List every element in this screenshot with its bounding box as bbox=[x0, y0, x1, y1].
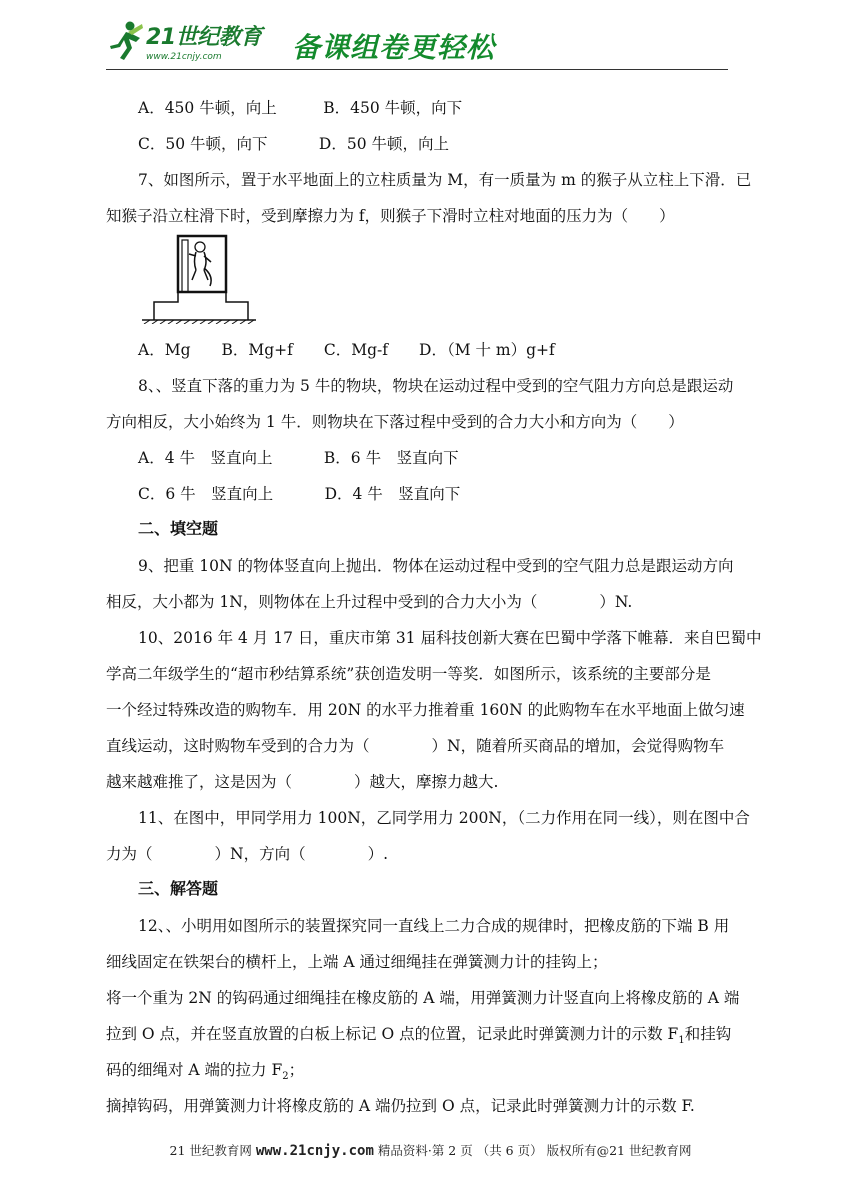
footer-suffix: 精品资料·第 2 页 （共 6 页） 版权所有@21 世纪教育网 bbox=[373, 1143, 692, 1158]
q12-line5-part2: ； bbox=[288, 1061, 305, 1079]
q12-text-line1: 12、、小明用如图所示的装置探究同一直线上二力合成的规律时，把橡皮筋的下端 B 用 bbox=[138, 917, 730, 935]
q12-text-line4 bbox=[106, 1022, 731, 1046]
logo-url: www.21cnjy.com bbox=[146, 52, 222, 62]
logo-text: 21世纪教育 bbox=[146, 25, 262, 50]
logo bbox=[106, 18, 286, 70]
monkey-pole-figure bbox=[138, 232, 258, 324]
q8-text-line1: 8、、竖直下落的重力为 5 牛的物块，物块在运动过程中受到的空气阻力方向总是跟运动 bbox=[138, 377, 734, 395]
q7-options: A．Mg B．Mg+f C．Mg-f D．（M 十 m）g+f bbox=[138, 341, 555, 359]
q11-text-line1: 11、在图中，甲同学用力 100N，乙同学用力 200N，（二力作用在同一线），则在图中合 bbox=[138, 809, 750, 827]
q6-options-line2: C．50 牛顿，向下 D．50 牛顿，向上 bbox=[138, 135, 450, 153]
footer-prefix: 21 世纪教育网 bbox=[169, 1143, 256, 1158]
page-footer bbox=[0, 1141, 861, 1159]
subscript-1: 1 bbox=[678, 1035, 685, 1047]
q8-options-line1: A．4 牛 竖直向上 B．6 牛 竖直向下 bbox=[138, 449, 459, 467]
section-heading-fill-blank: 二、填空题 bbox=[138, 519, 219, 538]
q9-text-line2: 相反，大小都为 1N，则物体在上升过程中受到的合力大小为（ ）N. bbox=[106, 593, 633, 611]
header-slogan: 备课组卷更轻松 bbox=[292, 31, 496, 64]
q9-text-line1: 9、把重 10N 的物体竖直向上抛出．物体在运动过程中受到的空气阻力总是跟运动方向 bbox=[138, 557, 734, 575]
q12-line4-part2: 和挂钩 bbox=[684, 1025, 732, 1043]
q7-text-line2: 知猴子沿立柱滑下时，受到摩擦力为 f，则猴子下滑时立柱对地面的压力为（ ） bbox=[106, 207, 675, 225]
q12-line5-part1: 码的细绳对 A 端的拉力 F bbox=[106, 1061, 283, 1079]
q12-line4-part1: 拉到 O 点，并在竖直放置的白板上标记 O 点的位置，记录此时弹簧测力计的示数 F bbox=[106, 1025, 679, 1043]
q10-text-line4: 直线运动，这时购物车受到的合力为（ ）N，随着所买商品的增加，会觉得购物车 bbox=[106, 737, 725, 755]
section-heading-answer: 三、解答题 bbox=[138, 879, 219, 898]
q8-options-line2: C．6 牛 竖直向上 D．4 牛 竖直向下 bbox=[138, 485, 461, 503]
q10-text-line1: 10、2016 年 4 月 17 日，重庆市第 31 届科技创新大赛在巴蜀中学落下帷幕．来自巴蜀中 bbox=[138, 629, 762, 647]
q10-text-line3: 一个经过特殊改造的购物车．用 20N 的水平力推着重 160N 的此购物车在水平地面上做匀速 bbox=[106, 701, 745, 719]
q12-text-line6: 摘掉钩码，用弹簧测力计将橡皮筋的 A 端仍拉到 O 点，记录此时弹簧测力计的示数 F. bbox=[106, 1097, 695, 1115]
q12-text-line5 bbox=[106, 1058, 304, 1082]
q6-options-line1: A．450 牛顿，向上 B．450 牛顿，向下 bbox=[138, 99, 463, 117]
header-divider bbox=[106, 69, 728, 70]
footer-site-link[interactable]: www.21cnjy.com bbox=[255, 1143, 374, 1159]
q11-text-line2: 力为（ ）N，方向（ ）. bbox=[106, 845, 388, 863]
q10-text-line5: 越来越难推了，这是因为（ ）越大，摩擦力越大. bbox=[106, 773, 499, 791]
page-header bbox=[106, 18, 728, 70]
subscript-2: 2 bbox=[282, 1071, 289, 1083]
q12-text-line3: 将一个重为 2N 的钩码通过细绳挂在橡皮筋的 A 端，用弹簧测力计竖直向上将橡皮筋的 A 端 bbox=[106, 989, 740, 1007]
q7-text-line1: 7、如图所示，置于水平地面上的立柱质量为 M，有一质量为 m 的猴子从立柱上下滑．已 bbox=[138, 171, 752, 189]
q12-text-line2: 细线固定在铁架台的横杆上，上端 A 通过细绳挂在弹簧测力计的挂钩上； bbox=[106, 953, 608, 971]
runner-logo-icon bbox=[106, 20, 144, 62]
q10-text-line2: 学高二年级学生的“超市秒结算系统”获创造发明一等奖．如图所示，该系统的主要部分是 bbox=[106, 665, 711, 683]
q8-text-line2: 方向相反，大小始终为 1 牛．则物块在下落过程中受到的合力大小和方向为（ ） bbox=[106, 413, 684, 431]
